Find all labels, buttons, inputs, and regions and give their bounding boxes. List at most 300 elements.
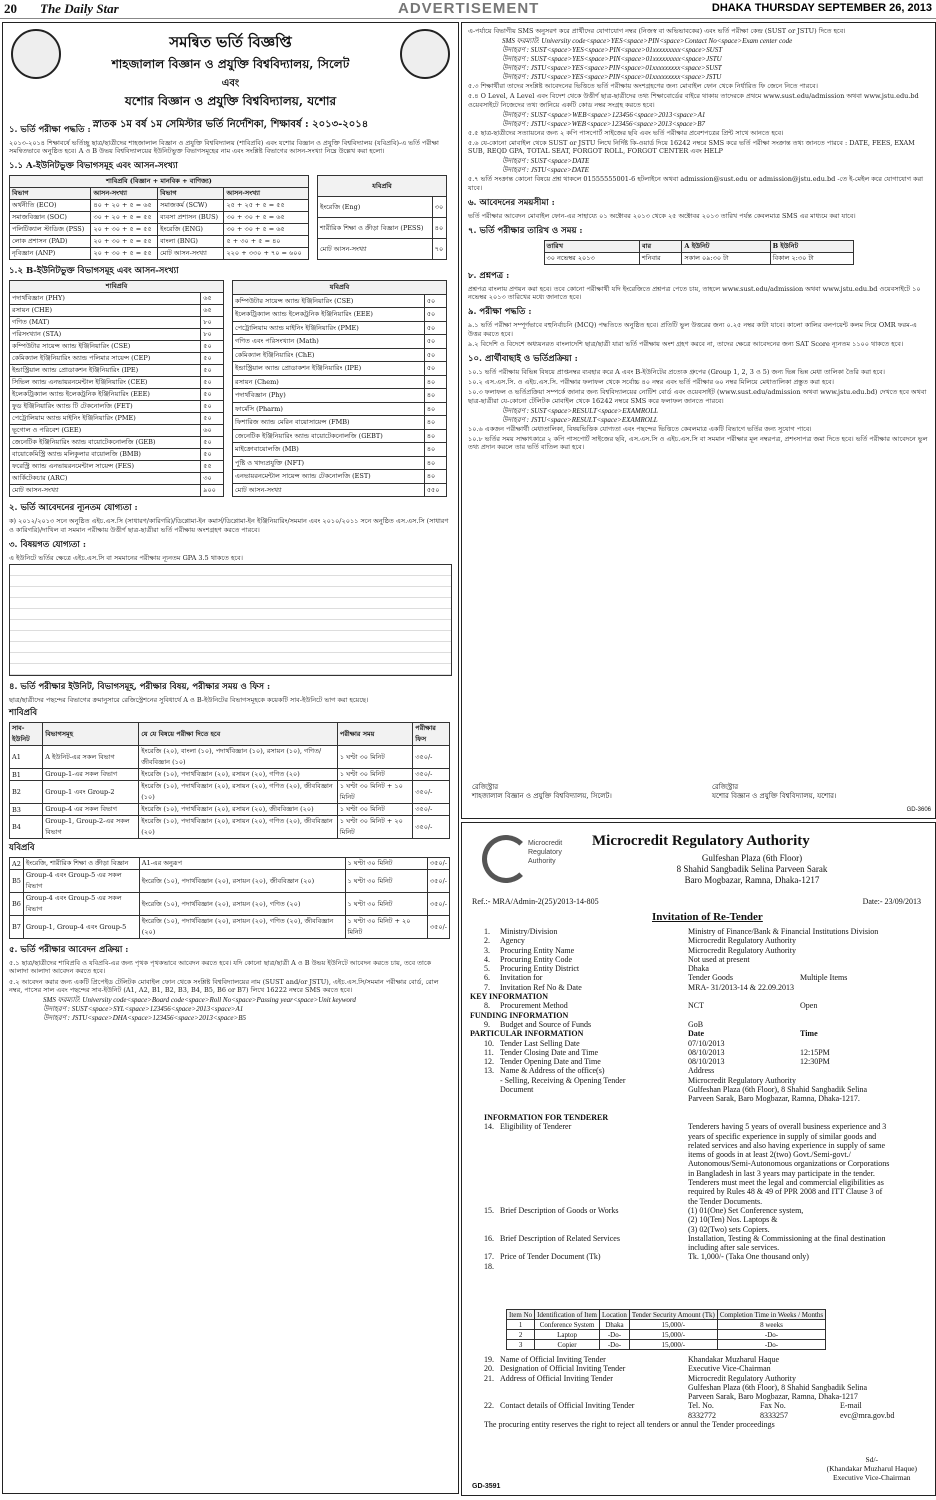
item-value: Microcredit Regulatory Authority bbox=[688, 945, 796, 955]
table-row bbox=[10, 473, 224, 485]
seat-count: ৪০ bbox=[424, 470, 446, 484]
gd-number: GD-3606 bbox=[906, 807, 931, 813]
department-name: কম্পিউটার সায়েন্স অ্যান্ড ইঞ্জিনিয়ারিং (CSE) bbox=[233, 294, 425, 308]
table-cell: ৩০ + ৩০ + ৫ = ৬৫ bbox=[224, 224, 309, 236]
signature-block bbox=[827, 1455, 917, 1482]
section-7-heading: ৭. ভর্তি পরীক্ষার তারিখ ও সময় : bbox=[468, 226, 583, 237]
seat-count: ৯০০ bbox=[201, 485, 224, 497]
item-value: 07/10/2013 bbox=[688, 1038, 725, 1048]
table-cell: ইংরেজি (২০), বাংলা (১০), পদার্থবিজ্ঞান (১০), রসায়ন (১০), গণিত/জীববিজ্ঞান (১০) bbox=[139, 746, 338, 769]
column-header: পরীক্ষার ফিস bbox=[413, 723, 450, 746]
para-5-3: ৫.৩ শিক্ষার্থীরা তাদের সংশ্লিষ্ট আবেদনের ভিত্তিতে ভর্তি পরীক্ষায় অংশগ্রহণের জন্য মোবাইল ফোন থেকে নির্ধারিত ফি জেনে নিতে পারবে। bbox=[468, 82, 818, 91]
department-name: সিভিল অ্যান্ড এনভায়রনমেন্টাল ইঞ্জিনিয়ারিং (CEE) bbox=[10, 377, 201, 389]
a-unit-just-head: যবিপ্রবি bbox=[318, 176, 447, 197]
section-title: ADVERTISEMENT bbox=[398, 0, 540, 17]
b-unit-sust-head: শাবিপ্রবি bbox=[10, 281, 224, 293]
tender-items-table bbox=[506, 1309, 826, 1350]
table-cell: ৩৫০/- bbox=[413, 781, 450, 804]
section-10-2-text: ১০.২ এস.এস.সি. ও এইচ.এস.সি. পরীক্ষার ফলাফল থেকে সর্বোচ্চ ৪০ নম্বর এবং ভর্তি পরীক্ষার ৬০ নম্বর মিলিয়ে মেধাতালিকা প্রস্তুত করা হবে। bbox=[468, 378, 834, 387]
table-cell: ইংরেজি (১০), পদার্থবিজ্ঞান (২০), রসায়ন (২০), গণিত (২০), জীববিজ্ঞান (২০) bbox=[139, 916, 345, 939]
table-cell: ব্যবসা প্রশাসন (BUS) bbox=[158, 212, 224, 224]
list-item bbox=[470, 983, 926, 992]
table-cell: ১ ঘণ্টা ৩০ মিনিট bbox=[337, 769, 412, 781]
page-number: 20 bbox=[4, 1, 17, 16]
eligibility-line: required by Rules 48 & 49 of PPR 2008 and ITT Clause 3 of bbox=[688, 1187, 883, 1197]
seat-count: ৬৫ bbox=[201, 293, 224, 305]
item-key: Invitation Ref No & Date bbox=[500, 982, 582, 992]
item-value-cont: Parveen Sarak, Baro Mogbazar, Ramna, Dhaka-1217. bbox=[688, 1094, 860, 1104]
item-value-cont: Parveen Sarak, Baro Mogbazar, Ramna, Dhaka-1217 bbox=[688, 1392, 858, 1402]
item-key: Tender Opening Date and Time bbox=[500, 1057, 601, 1067]
column-header: A ইউনিট bbox=[682, 241, 770, 253]
table-row bbox=[233, 416, 447, 430]
table-cell: ২৫ + ২৫ + ৫ = ৫৫ bbox=[224, 200, 309, 212]
table-cell: -Do- bbox=[600, 1340, 630, 1350]
table-cell: ইংরেজি (১০), পদার্থবিজ্ঞান (২০), রসায়ন (২০), গণিত (২০) bbox=[139, 893, 345, 916]
item-number: 13. bbox=[484, 1066, 494, 1076]
table-row bbox=[233, 294, 447, 308]
mra-logo-icon bbox=[482, 835, 530, 883]
table-row bbox=[10, 781, 450, 804]
column-header: যে যে বিষয়ে পরীক্ষা দিতে হবে bbox=[139, 723, 338, 746]
item-number: 6. bbox=[484, 973, 490, 983]
department-name: রসায়ন (CHE) bbox=[10, 305, 201, 317]
table-cell: Conference System bbox=[535, 1320, 600, 1330]
table-row bbox=[10, 341, 224, 353]
seat-count: ৫০ bbox=[424, 294, 446, 308]
mra-gd-number: GD-3591 bbox=[472, 1483, 501, 1490]
seat-count: ৪০ bbox=[424, 456, 446, 470]
section-6-text: ভর্তি পরীক্ষার আবেদন মোবাইল ফোন-এর সাহায্যে ০১ অক্টোবর ২০১৩ থেকে ২৫ অক্টোবর ২০১৩ তারিখ পর্যন্ত কেবলমাত্র SMS এর মাধ্যমে করা যাবে। bbox=[468, 211, 856, 220]
tel-heading: Tel. No. bbox=[688, 1401, 714, 1411]
department-name: ভূগোল ও পরিবেশ (GEE) bbox=[10, 425, 201, 437]
item-key: Budget and Source of Funds bbox=[500, 1019, 592, 1029]
section-5-heading: ৫. ভর্তি পরীক্ষার আবেদন প্রক্রিয়া : bbox=[9, 945, 129, 956]
and-word: এবং bbox=[221, 78, 240, 89]
item-number: 3. bbox=[484, 945, 490, 955]
table-cell: -Do- bbox=[717, 1340, 825, 1350]
department-name: ইন্ডাস্ট্রিয়াল অ্যান্ড প্রোডাকশন ইঞ্জিনিয়ারিং (IPE) bbox=[233, 362, 425, 376]
column-header: Location bbox=[600, 1310, 630, 1320]
table-row bbox=[10, 353, 224, 365]
table-cell: Dhaka bbox=[600, 1320, 630, 1330]
department-name: ফার্মেসি (Pharm) bbox=[233, 402, 425, 416]
table-row bbox=[10, 401, 224, 413]
department-name: গণিত (MAT) bbox=[10, 317, 201, 329]
item-key: Invitation for bbox=[500, 973, 543, 983]
list-item bbox=[470, 964, 926, 973]
item-number: 16. bbox=[484, 1233, 494, 1243]
item-number: 9. bbox=[484, 1019, 490, 1029]
table-cell: B4 bbox=[10, 816, 43, 839]
sust-subunit-label: শাবিপ্রবি bbox=[9, 708, 38, 719]
masthead-date-text: THURSDAY SEPTEMBER 26, 2013 bbox=[754, 2, 932, 14]
sms2-2: উদাহরণ : SUST<space>YES<space>PIN<space>01xxxxxxxxx<space>JSTU bbox=[502, 55, 722, 64]
table-row bbox=[10, 365, 224, 377]
section-3-heading: ৩. বিষয়গত যোগ্যতা : bbox=[9, 539, 86, 550]
table-row bbox=[318, 197, 447, 218]
list-item bbox=[470, 955, 926, 964]
table-cell: ইংরেজি (১০), পদার্থবিজ্ঞান (২০), রসায়ন (২০), গণিত (২০) bbox=[139, 769, 338, 781]
table-row bbox=[10, 413, 224, 425]
table-row bbox=[233, 483, 447, 497]
item-number: 2. bbox=[484, 936, 490, 946]
item-number: 12. bbox=[484, 1057, 494, 1067]
table-cell: B1 bbox=[10, 769, 43, 781]
table-cell: ৩০ নভেম্বর ২০১৩ bbox=[544, 253, 639, 265]
column-header: পরীক্ষার সময় bbox=[337, 723, 412, 746]
sms5-1: উদাহরণ : JSTU<space>RESULT<space>EXAMROLL bbox=[502, 415, 658, 424]
a-unit-just-table bbox=[317, 175, 447, 260]
table-cell: সমাজকর্ম (SCW) bbox=[158, 200, 224, 212]
seat-count: ৫৫ bbox=[201, 461, 224, 473]
section-4-heading: ৪. ভর্তি পরীক্ষার ইউনিট, বিভাগসমূহ, পরীক্ষার বিষয়, পরীক্ষার সময় ও ফিস : bbox=[9, 682, 271, 693]
table-row bbox=[233, 375, 447, 389]
invitation-title: Invitation of Re-Tender bbox=[652, 911, 763, 923]
eligibility-line: in Bangladesh in last 3 years may participate in the tender. bbox=[688, 1168, 875, 1178]
column-header: B ইউনিট bbox=[770, 241, 853, 253]
table-cell: মোট আসন-সংখ্যা bbox=[158, 248, 224, 260]
fax-value: 8333257 bbox=[760, 1410, 788, 1420]
sust-seal-icon bbox=[11, 29, 61, 79]
official-info-list bbox=[470, 1355, 926, 1429]
mra-title: Microcredit Regulatory Authority bbox=[592, 833, 810, 849]
signature-sd: Sd/- bbox=[865, 1455, 879, 1464]
table-row bbox=[233, 362, 447, 376]
table-cell: পলিটিক্যাল স্টাডিজ (PSS) bbox=[10, 224, 91, 236]
goods-line: (3) 02(Two) sets Copiers. bbox=[688, 1224, 770, 1234]
table-cell: বাংলা (BNG) bbox=[158, 236, 224, 248]
section-6-heading: ৬. আবেদনের সময়সীমা : bbox=[468, 197, 555, 208]
table-row bbox=[507, 1330, 826, 1340]
section-2-heading: ২. ভর্তি আবেদনের ন্যূনতম যোগ্যতা : bbox=[9, 503, 138, 514]
sms3-0: উদাহরণ : SUST<space>WEB<space>123456<space>2013<space>A1 bbox=[502, 110, 706, 119]
masthead-date bbox=[712, 2, 932, 14]
sms2-4: উদাহরণ : JSTU<space>YES<space>PIN<space>01xxxxxxxxx<space>JSTU bbox=[502, 73, 722, 82]
university-1: শাহজালাল বিজ্ঞান ও প্রযুক্তি বিশ্ববিদ্যালয়, সিলেট bbox=[111, 57, 350, 71]
table-row bbox=[10, 916, 450, 939]
table-row bbox=[233, 348, 447, 362]
table-cell: Group-4 এর সকল বিভাগ bbox=[43, 804, 139, 816]
department-name: পরিসংখ্যান (STA) bbox=[10, 329, 201, 341]
particular-heading: PARTICULAR INFORMATION bbox=[470, 1029, 584, 1039]
item-value-cont: Gulfeshan Plaza (6th Floor), 8 Shahid Sangbadik Selina bbox=[688, 1382, 868, 1392]
services-line: Installation, Testing & Commissioning at the final destination bbox=[688, 1233, 886, 1243]
mra-address bbox=[652, 853, 852, 886]
table-cell: Copier bbox=[535, 1340, 600, 1350]
department-name: মোট আসন-সংখ্যা bbox=[10, 485, 201, 497]
table-cell: 15,000/- bbox=[629, 1320, 717, 1330]
seat-count: ৫০ bbox=[201, 365, 224, 377]
section-4-text: ছাত্র/ছাত্রীদের পছন্দের বিভাগের ক্রমানুসারে রেজিস্ট্রেশনের সুবিধার্থে A ও B-ইউনিটের বিভাগসমূহকে কয়েকটি সাব-ইউনিটে ভাগ করা হয়েছে। bbox=[9, 696, 369, 705]
eligibility-line: Autonomous/Semi-Autonomous organizations or Corporations bbox=[688, 1159, 890, 1169]
registrar-just-title: রেজিস্ট্রার bbox=[712, 783, 739, 791]
eligibility-line: Tenderers having 5 years of overall business experience and 3 bbox=[688, 1122, 887, 1132]
column-header: Item No bbox=[507, 1310, 535, 1320]
item-value: Microcredit Regulatory Authority bbox=[688, 936, 796, 946]
table-row bbox=[10, 485, 224, 497]
table-cell: ১ ঘণ্টা ৩০ মিনিট bbox=[337, 804, 412, 816]
table-cell: 15,000/- bbox=[629, 1330, 717, 1340]
table-row bbox=[10, 870, 450, 893]
item-value: 08/10/2013 bbox=[688, 1057, 725, 1067]
table-cell: শারীরিক শিক্ষা ও ক্রীড়া বিজ্ঞান (PESS) bbox=[318, 218, 433, 239]
seat-count: ৪০ bbox=[424, 443, 446, 457]
item-value-2: Open bbox=[800, 1001, 818, 1011]
table-cell: ২০ + ৩০ + ৫ = ৫৫ bbox=[91, 236, 158, 248]
table-row bbox=[10, 224, 309, 236]
section-10-1-text: ১০.১ ভর্তি পরীক্ষায় বিভিন্ন বিষয়ে প্রাপ্তনম্বর ব্যবহার করে A এবং B-ইউনিটের প্রত্যেক গ্রুপের (Group 1, 2, 3 ও 5) জন্য ভিন্ন ভিন্ন মেধা তালিকা তৈরি করা হবে। bbox=[468, 368, 885, 377]
signature-name: (Khandakar Muzharul Haque) bbox=[826, 1464, 917, 1473]
para-5-6: ৫.৬ যে-কোনো মোবাইল থেকে SUST or JSTU লিখে নির্দিষ্ট কি-ওয়ার্ড দিয়ে 16242 নম্বরে SMS করে ভর্তি পরীক্ষা সংক্রান্ত তথ্য জানতে পারবে : DATE, FEES, EXAM SUB, REQD GPA, TOTAL SEAT, FORGOT ROLL, FORGOT CENTER এবং HELP bbox=[468, 139, 915, 156]
department-name: জেনেটিক ইঞ্জিনিয়ারিং অ্যান্ড বায়োটেকনোলজি (GEBT) bbox=[233, 429, 425, 443]
column-header: আসন-সংখ্যা bbox=[224, 188, 309, 200]
table-cell: সমাজবিজ্ঞান (SOC) bbox=[10, 212, 91, 224]
item-value: Microcredit Regulatory Authority bbox=[688, 1373, 796, 1383]
sms3-1: উদাহরণ : JSTU<space>WEB<space>123456<space>2013<space>B7 bbox=[502, 119, 706, 128]
section-1-text: ২০১৩-২০১৪ শিক্ষাবর্ষে ভর্তিচ্ছু ছাত্র/ছাত্রীদের শাহজালাল বিজ্ঞান ও প্রযুক্তি বিশ্ববিদ্যালয় (শাবিপ্রবি) এবং যশোর বিজ্ঞান ও প্রযুক্তি বিশ্ববিদ্যালয় (যবিপ্রবি)-এ ভর্তি পরীক্ষা সমন্বিতভাবে অনুষ্ঠিত হবে। A ও B উভয় বিশ্ববিদ্যালয়ের ইউনিটভুক্ত বিভাগসমূহের নাম এবং সংশ্লিষ্ট বিভাগের আসন-সংখ্যা নিম্নে উল্লেখ করা হলো। bbox=[9, 139, 439, 156]
table-cell: 15,000/- bbox=[629, 1340, 717, 1350]
sms4-1: উদাহরণ : JSTU<space>DATE bbox=[502, 166, 589, 175]
department-name: ইন্ডাস্ট্রিয়াল অ্যান্ড প্রোডাকশন ইঞ্জিনিয়ারিং (IPE) bbox=[10, 365, 201, 377]
item-number: 10. bbox=[484, 1038, 494, 1048]
mra-addr-2: 8 Shahid Sangbadik Selina Parveen Sarak bbox=[676, 864, 828, 874]
registrar-just bbox=[712, 783, 836, 801]
eligibility-line: related services and also having experience in supply of same bbox=[688, 1140, 886, 1150]
email-value: evc@mra.gov.bd bbox=[840, 1410, 895, 1420]
exam-date-table bbox=[544, 240, 854, 265]
table-row bbox=[10, 449, 224, 461]
table-row bbox=[10, 437, 224, 449]
table-row bbox=[10, 236, 309, 248]
seat-count: ৪০ bbox=[424, 429, 446, 443]
table-cell: Group-1-এর সকল বিভাগ bbox=[43, 769, 139, 781]
department-name: কম্পিউটার সায়েন্স অ্যান্ড ইঞ্জিনিয়ারিং (CSE) bbox=[10, 341, 201, 353]
section-10-3-text: ১০.৩ ফলাফল ও ভর্তিপ্রক্রিয়া সম্পর্কে জানার জন্য বিশ্ববিদ্যালয়ের নোটিশ বোর্ড এবং ওয়েবসাইট (www.sust.edu/admission অথবা www.jstu.edu.bd) দেখতে হবে অথবা ছাত্র-ছাত্রীরা যে-কোনো টেলিটক মোবাইল থেকে 16242 নম্বরে SMS করে ফলাফল জানতে পারবে। bbox=[468, 388, 927, 405]
item-key: Eligibility of Tenderer bbox=[500, 1122, 572, 1132]
b-unit-just-head: যবিপ্রবি bbox=[233, 281, 447, 295]
seat-count: ৪০ bbox=[424, 416, 446, 430]
item-key: Address of Official Inviting Tender bbox=[500, 1373, 613, 1383]
table-cell: -Do- bbox=[600, 1330, 630, 1340]
item-number: 7. bbox=[484, 982, 490, 992]
department-name: কেমিক্যাল ইঞ্জিনিয়ারিং (ChE) bbox=[233, 348, 425, 362]
table-cell: 3 bbox=[507, 1340, 535, 1350]
b-unit-just-table bbox=[232, 280, 447, 497]
department-name: আর্কিটেকচার (ARC) bbox=[10, 473, 201, 485]
department-name: ইলেকট্রিক্যাল অ্যান্ড ইলেকট্রনিক ইঞ্জিনিয়ারিং (EEE) bbox=[233, 308, 425, 322]
table-row bbox=[233, 402, 447, 416]
date-heading: Date bbox=[688, 1029, 704, 1039]
table-cell: ১ ঘণ্টা ৩০ মিনিট bbox=[345, 870, 427, 893]
column-header: বিভাগ bbox=[10, 188, 91, 200]
item-key: Agency bbox=[500, 936, 525, 946]
table-row bbox=[10, 746, 450, 769]
item-key-cont: Document bbox=[500, 1085, 534, 1095]
item-value: Not used at present bbox=[688, 954, 750, 964]
table-cell: ২০ + ৩০ + ৫ = ৫৫ bbox=[91, 224, 158, 236]
table-cell: ইংরেজি (১০), পদার্থবিজ্ঞান (২০), রসায়ন (২০), জীববিজ্ঞান (২০) bbox=[139, 804, 338, 816]
item-number: 15. bbox=[484, 1205, 494, 1215]
item-key-cont: - Selling, Receiving & Opening Tender bbox=[500, 1075, 626, 1085]
table-row bbox=[233, 321, 447, 335]
eligibility-line: the Tender Documents. bbox=[688, 1196, 763, 1206]
table-cell: 8 weeks bbox=[717, 1320, 825, 1330]
table-cell: ৩৫০/- bbox=[427, 870, 449, 893]
table-row bbox=[10, 389, 224, 401]
key-info-heading: KEY INFORMATION bbox=[470, 992, 548, 1002]
department-name: পেট্রোলিয়াম অ্যান্ড মাইনিং ইঞ্জিনিয়ারিং (PME) bbox=[10, 413, 201, 425]
table-cell: লোক প্রশাসন (PAD) bbox=[10, 236, 91, 248]
table-cell: বিকাল ২:৩০ টা bbox=[770, 253, 853, 265]
table-cell: B2 bbox=[10, 781, 43, 804]
table-row bbox=[233, 308, 447, 322]
just-subunit-label: যবিপ্রবি bbox=[9, 843, 35, 854]
table-cell: ১ ঘণ্টা ৩০ মিনিট bbox=[345, 858, 427, 870]
registrar-just-uni: যশোর বিজ্ঞান ও প্রযুক্তি বিশ্ববিদ্যালয়, যশোর। bbox=[712, 792, 837, 800]
table-cell: Group-1, Group-2-এর সকল বিভাগ bbox=[43, 816, 139, 839]
table-cell: ১ ঘণ্টা ৩০ মিনিট + ২০ মিনিট bbox=[345, 916, 427, 939]
table-row bbox=[507, 1340, 826, 1350]
table-cell: সকাল ০৯:৩০ টা bbox=[682, 253, 770, 265]
para-5-7: ৫.৭ ভর্তি সংক্রান্ত কোনো বিষয়ে প্রশ্ন থাকলে 01555555001-6 হটলাইনে অথবা admission@sust.edu or admission@jstu.edu.bd -তে ই-মেইল করে যোগাযোগ করা যাবে। bbox=[468, 175, 924, 192]
seat-count: ৫৫০ bbox=[424, 483, 446, 497]
section-8-text: প্রশ্নপত্র বাংলায় প্রণয়ন করা হবে। তবে কোনো পরীক্ষার্থী যদি ইংরেজিতে প্রশ্নপত্র পেতে চায়, তাহলে www.sust.edu/admission অথবা www.jstu.edu.bd ওয়েবসাইটে ১০ নভেম্বর ২০১৩ তারিখের মধ্যে জানাতে হবে। bbox=[468, 285, 921, 302]
item-value: 08/10/2013 bbox=[688, 1047, 725, 1057]
table-cell: ৩৫০/- bbox=[427, 858, 449, 870]
item-number: 1. bbox=[484, 927, 490, 936]
tel-value: 8332772 bbox=[688, 1410, 716, 1420]
para-5-4: ৫.৪ O Level, A Level এবং বিদেশ থেকে উত্তীর্ণ ছাত্র-ছাত্রীদের তথ্য শিক্ষাবোর্ডের বাইরে থাকায় তাদেরকে প্রথমে www.sust.edu/admission অথবা www.jstu.edu.bd ওয়েবসাইটে নিজেদের তথ্য জানিয়ে একটি কোড নম্বর সংগ্রহ করতে হবে। bbox=[468, 92, 919, 109]
table-cell: ইংরেজি (Eng) bbox=[318, 197, 433, 218]
column-header: বিভাগ bbox=[158, 188, 224, 200]
services-line: including after sale services. bbox=[688, 1243, 780, 1253]
seat-count: ৫০ bbox=[201, 413, 224, 425]
section-2-text: ক) ২০১২/২০১৩ সনে অনুষ্ঠিত এইচ.এস.সি (সাধারণ/কারিগরি)/ডিপ্লোমা-ইন কমার্স/ডিপ্লোমা-ইন ইঞ্জিনিয়ারিং/সমমান এবং ২০১০/২০১১ সনে অনুষ্ঠিত এস.এস.সি (সাধারণ ও কারিগরি)/দাখিল বা সমমান পরীক্ষায় উত্তীর্ণ ছাত্র-ছাত্রীরা ভর্তি পরীক্ষায় অংশগ্রহণ করতে পারবে। bbox=[9, 517, 449, 534]
table-cell: ৩৫০/- bbox=[427, 893, 449, 916]
sust-subunit-table bbox=[9, 722, 450, 839]
reserve-statement: The procuring entity reserves the right to reject all tenders or annul the Tender proceedings bbox=[484, 1420, 775, 1430]
table-cell: Group-1, Group-4 এবং Group-5 bbox=[23, 916, 139, 939]
table-row bbox=[233, 429, 447, 443]
table-row bbox=[318, 218, 447, 239]
table-row bbox=[10, 293, 224, 305]
table-row bbox=[10, 893, 450, 916]
table-cell: শনিবার bbox=[639, 253, 681, 265]
item-key: Procuring Entity Code bbox=[500, 954, 572, 964]
eligibility-line: years of specific experience in supply of similar goods and bbox=[688, 1131, 877, 1141]
seat-count: ৫০ bbox=[201, 377, 224, 389]
a-unit-sust-table bbox=[9, 175, 309, 260]
sms2-1: উদাহরণ : SUST<space>YES<space>PIN<space>01xxxxxxxxx<space>SUST bbox=[502, 46, 723, 55]
department-name: পেট্রোলিয়াম অ্যান্ড মাইনিং ইঞ্জিনিয়ারিং (PME) bbox=[233, 321, 425, 335]
column-header: Tender Security Amount (Tk) bbox=[629, 1310, 717, 1320]
table-cell: Group-4 এবং Group-5 এর সকল বিভাগ bbox=[23, 893, 139, 916]
department-name: এনভায়রনমেন্টাল সায়েন্স অ্যান্ড টেকনোলজি (EST) bbox=[233, 470, 425, 484]
table-cell: ১ ঘণ্টা ৩০ মিনিট bbox=[345, 893, 427, 916]
section-1-heading: ১. ভর্তি পরীক্ষা পদ্ধতি : bbox=[9, 125, 91, 135]
table-row bbox=[10, 200, 309, 212]
a-unit-sust-head: শাবিপ্রবি (বিজ্ঞান + মানবিক + বাণিজ্য) bbox=[10, 176, 309, 188]
item-key: Contact details of Official Inviting Tender bbox=[500, 1401, 635, 1411]
table-cell: ৩০ + ৩০ + ৫ = ৬৫ bbox=[224, 212, 309, 224]
seat-count: ৫০ bbox=[201, 353, 224, 365]
table-cell: A1-এর অনুরূপ bbox=[139, 858, 345, 870]
item-value: NCT bbox=[688, 1001, 704, 1011]
section-9-heading: ৯. পরীক্ষা পদ্ধতি : bbox=[468, 307, 532, 318]
admission-notice bbox=[2, 22, 459, 1494]
item-value-2: 12:30PM bbox=[800, 1057, 830, 1067]
registrar-sust bbox=[472, 783, 612, 801]
table-row bbox=[233, 389, 447, 403]
section-5-2-text: ৫.২ আবেদন করার জন্য একটি প্রিপেইড টেলিটক মোবাইল ফোন থেকে সংশ্লিষ্ট বিশ্ববিদ্যালয়ের নাম (SUST and/or JSTU), এইচ.এস.সি/সমমান পরীক্ষার বোর্ড, রোল নম্বর, পাসের সাল এবং পছন্দের সাব-ইউনিট (A1, A2, B1, B2, B3, B4, B5, B6 or B7) লিখে 16222 নম্বরে SMS করতে হবে। bbox=[9, 977, 439, 994]
item-key: Designation of Official Inviting Tender bbox=[500, 1364, 626, 1374]
list-item bbox=[470, 936, 926, 945]
table-cell: 1 bbox=[507, 1320, 535, 1330]
department-name: ফুড ইঞ্জিনিয়ারিং অ্যান্ড টি টেকনোলজি (FET) bbox=[10, 401, 201, 413]
table-cell: ইংরেজি (১০), পদার্থবিজ্ঞান (২০), রসায়ন (২০), গণিত (২০), জীববিজ্ঞান (২০) bbox=[139, 816, 338, 839]
table-row bbox=[318, 239, 447, 260]
table-cell: ২২০ + ৩৩০ + ৭০ = ৬০০ bbox=[224, 248, 309, 260]
sms-line-3: উদাহরণ : JSTU<space>DHA<space>123456<space>2013<space>B5 bbox=[43, 1014, 247, 1023]
column-header: তারিখ bbox=[544, 241, 639, 253]
mra-logo-text: Microcredit Regulatory Authority bbox=[528, 840, 563, 865]
mra-addr-3: Baro Mogbazar, Ramna, Dhaka-1217 bbox=[684, 875, 820, 885]
sms-intro: এ-পর্যায়ে বিভাগীয় SMS অনুসরণ করে প্রার্থীদের যোগাযোগ নম্বর (নিজস্ব বা অভিভাবকের) এবং ভর্তি পরীক্ষা কেন্দ্র (SUST or JSTU) দিতে হবে। bbox=[468, 27, 846, 35]
table-cell: ১ ঘণ্টা ৩০ মিনিট bbox=[337, 746, 412, 769]
registrar-sust-uni: শাহজালাল বিজ্ঞান ও প্রযুক্তি বিশ্ববিদ্যালয়, সিলেট। bbox=[472, 792, 612, 800]
list-item bbox=[470, 946, 926, 955]
jstu-seal-icon bbox=[400, 29, 450, 79]
eligibility-line: Tenderers must meet the legal and commercial eligibilities as bbox=[688, 1178, 884, 1188]
seat-count: ৫০ bbox=[201, 341, 224, 353]
item-value: Dhaka bbox=[688, 964, 709, 974]
seat-count: ৫০ bbox=[201, 389, 224, 401]
table-cell: Group-1 এবং Group-2 bbox=[43, 781, 139, 804]
table-cell: A1 bbox=[10, 746, 43, 769]
signature-designation: Executive Vice-Chairman bbox=[833, 1473, 911, 1482]
department-name: রসায়ন (Chem) bbox=[233, 375, 425, 389]
para-5-5: ৫.৫ ছাত্র-ছাত্রীদের সত্যায়নের জন্য ২ কপি পাসপোর্ট সাইজের ছবি এবং ভর্তি পরীক্ষার প্রবেশপত্রের প্রিন্ট সাথে আনতে হবে। bbox=[468, 128, 784, 137]
table-cell: A ইউনিট-এর সকল বিভাগ bbox=[43, 746, 139, 769]
item-value: Tender Goods bbox=[688, 973, 733, 983]
section-10-6-text: ১০.৬ একজন পরীক্ষার্থী মেধাতালিকা, বিষয়ভিত্তিক যোগ্যতা এবং পছন্দের ভিত্তিতে কেবলমাত্র একটি বিভাগে ভর্তির জন্য সুযোগ পাবে। bbox=[468, 424, 812, 433]
item-number: 5. bbox=[484, 964, 490, 974]
item-key: Procuring Entity District bbox=[500, 964, 580, 974]
table-row bbox=[10, 769, 450, 781]
registrar-sust-title: রেজিস্ট্রার bbox=[472, 783, 499, 791]
item-value-2: Multiple Items bbox=[800, 973, 848, 983]
funding-heading: FUNDING INFORMATION bbox=[470, 1010, 569, 1020]
goods-line: (1) 01(One) Set Conference system, bbox=[688, 1205, 804, 1215]
item-key: Price of Tender Document (Tk) bbox=[500, 1252, 601, 1262]
section-10-heading: ১০. প্রার্থীবাছাই ও ভর্তিপ্রক্রিয়া : bbox=[468, 354, 578, 365]
sms-line-2: উদাহরণ : SUST<space>SYL<space>123456<space>2013<space>A1 bbox=[43, 1005, 244, 1014]
seat-count: ৬৫ bbox=[201, 305, 224, 317]
seat-count: ৫০ bbox=[424, 362, 446, 376]
tenderer-heading: INFORMATION FOR TENDERER bbox=[484, 1112, 609, 1122]
table-row bbox=[10, 329, 224, 341]
item-key: Name of Official Inviting Tender bbox=[500, 1355, 606, 1364]
item-value: Ministry of Finance/Bank & Financial Institutions Division bbox=[688, 927, 879, 936]
seat-count: ৪০ bbox=[424, 402, 446, 416]
list-item bbox=[470, 973, 926, 982]
seat-count: ৫০ bbox=[424, 321, 446, 335]
item-key: Tender Last Selling Date bbox=[500, 1038, 580, 1048]
item-number: 11. bbox=[484, 1047, 494, 1057]
mra-date: Date:- 23/09/2013 bbox=[862, 897, 921, 906]
department-name: পদার্থবিজ্ঞান (PHY) bbox=[10, 293, 201, 305]
